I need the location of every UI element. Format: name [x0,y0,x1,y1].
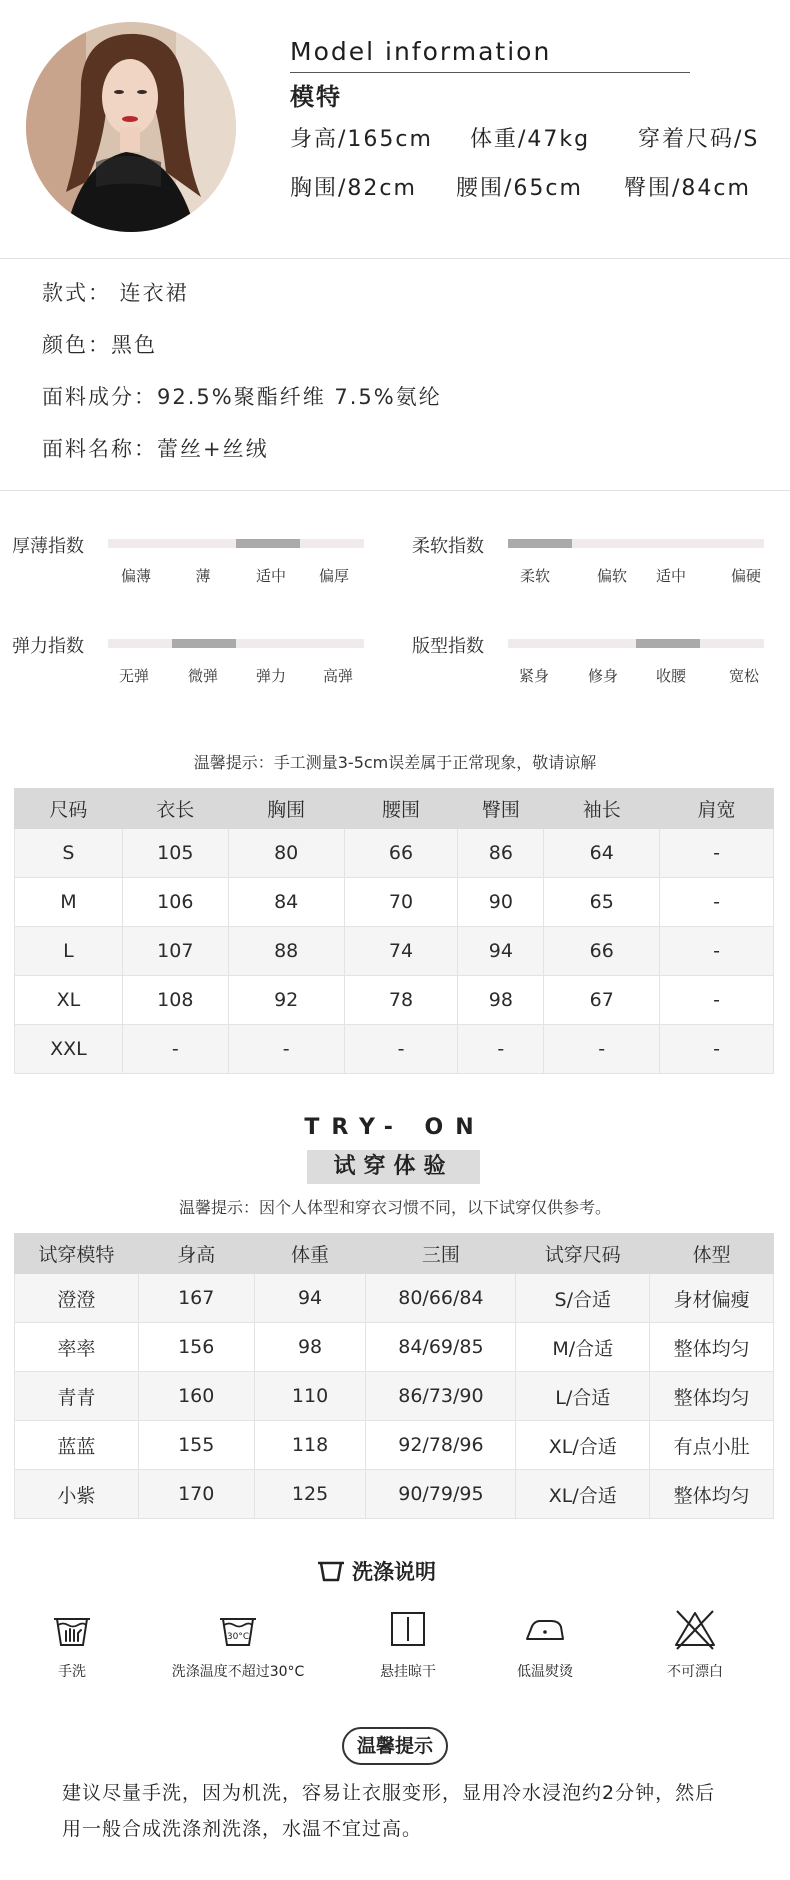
table-cell: 155 [138,1421,254,1470]
table-cell: 156 [138,1323,254,1372]
attr-style: 款式： 连衣裙 [42,281,189,305]
index-tick: 微弹 [187,667,219,685]
wash-label: 不可漂白 [667,1664,723,1680]
table-header-cell: 体重 [254,1234,366,1274]
table-header-cell: 肩宽 [660,789,774,829]
tips-line: 用一般合成洗涤剂洗涤，水温不宜过高。 [62,1818,423,1840]
table-header-cell: 体型 [650,1234,774,1274]
divider [0,490,790,491]
tryon-notice: 温馨提示：因个人体型和穿衣习惯不同，以下试穿仅供参考。 [178,1198,611,1217]
table-header-cell: 臀围 [458,789,544,829]
table-cell: 身材偏瘦 [650,1274,774,1323]
table-cell: 整体均匀 [650,1470,774,1519]
table-header-cell: 三围 [366,1234,516,1274]
table-row [15,1372,774,1421]
table-cell: 108 [122,976,228,1025]
index-bar [108,539,364,548]
model-photo [26,22,236,232]
wash-title [316,1556,436,1586]
index-tick: 弹力 [255,667,287,685]
index-bar-level [636,639,700,648]
attr-fabric-name: 面料名称：蕾丝+丝绒 [42,437,269,461]
table-row [15,878,774,927]
table-header-cell: 试穿模特 [15,1234,139,1274]
table-row [15,1421,774,1470]
index-tick: 紧身 [518,667,550,685]
table-cell: 88 [228,927,344,976]
table-cell: 整体均匀 [650,1323,774,1372]
table-cell: 67 [544,976,660,1025]
index-tick: 偏厚 [318,567,350,585]
index-bar-level [172,639,236,648]
table-cell: 70 [344,878,458,927]
table-cell: 有点小肚 [650,1421,774,1470]
hang-dry-icon [384,1605,432,1653]
divider [0,258,790,259]
table-cell: - [458,1025,544,1074]
table-cell: 整体均匀 [650,1372,774,1421]
index-label: 柔软指数 [412,536,484,557]
table-cell: - [660,878,774,927]
index-tick: 宽松 [728,667,760,685]
model-photo-illustration [26,22,236,232]
table-cell: - [344,1025,458,1074]
table-cell: 65 [544,878,660,927]
table-header-cell: 袖长 [544,789,660,829]
index-label: 厚薄指数 [12,536,84,557]
table-row [15,1274,774,1323]
table-cell: 106 [122,878,228,927]
table-row [15,927,774,976]
table-cell: 蓝蓝 [15,1421,139,1470]
index-tick: 偏薄 [120,567,152,585]
table-cell: 125 [254,1470,366,1519]
table-cell: XL [15,976,123,1025]
table-cell: 90/79/95 [366,1470,516,1519]
table-cell: - [660,927,774,976]
table-cell: M [15,878,123,927]
table-cell: 94 [254,1274,366,1323]
table-header-row [15,789,774,829]
table-cell: 98 [254,1323,366,1372]
index-tick: 偏硬 [730,567,762,585]
wash-label: 低温熨烫 [517,1664,573,1680]
table-cell: 86 [458,829,544,878]
table-row [15,1025,774,1074]
tips-text [62,1775,752,1847]
tryon-title-cn: 试穿体验 [307,1150,480,1184]
table-cell: 澄澄 [15,1274,139,1323]
low-iron-icon [521,1605,569,1653]
model-info-title: Model information [290,37,552,66]
model-weight: 体重/47kg [470,127,591,152]
table-cell: 98 [458,976,544,1025]
table-cell: 170 [138,1470,254,1519]
table-cell: 64 [544,829,660,878]
table-cell: XXL [15,1025,123,1074]
table-header-cell: 胸围 [228,789,344,829]
wash-item-bleach [605,1605,785,1681]
title-underline [290,72,690,73]
table-cell: - [660,976,774,1025]
table-header-cell: 衣长 [122,789,228,829]
wash-basin-icon [316,1559,346,1583]
wash-label: 手洗 [58,1664,86,1680]
table-cell: 78 [344,976,458,1025]
index-bar-level [236,539,300,548]
size-table [14,788,774,1074]
table-cell: XL/合适 [516,1421,650,1470]
table-header-cell: 尺码 [15,789,123,829]
index-tick: 收腰 [655,667,687,685]
wash-label: 洗涤温度不超过30°C [171,1664,305,1680]
index-tick: 偏软 [596,567,628,585]
table-cell: 率率 [15,1323,139,1372]
table-cell: XL/合适 [516,1470,650,1519]
index-bar-level [508,539,572,548]
size-notice: 温馨提示：手工测量3-5cm误差属于正常现象，敬请谅解 [193,753,597,772]
index-tick: 柔软 [519,567,551,585]
table-cell: 66 [544,927,660,976]
model-height: 身高/165cm [290,127,433,152]
table-cell: 小紫 [15,1470,139,1519]
table-cell: - [660,829,774,878]
wash-label: 悬挂晾干 [380,1664,436,1680]
index-label: 弹力指数 [12,636,84,657]
table-cell: 110 [254,1372,366,1421]
wash-temp-icon [214,1605,262,1653]
attr-fabric: 面料成分：92.5%聚酯纤维 7.5%氨纶 [42,385,442,409]
index-bar [508,639,764,648]
table-cell: 105 [122,829,228,878]
table-header-cell: 试穿尺码 [516,1234,650,1274]
table-cell: M/合适 [516,1323,650,1372]
table-cell: 84/69/85 [366,1323,516,1372]
index-tick: 无弹 [118,667,150,685]
index-bar [108,639,364,648]
wash-item-temp [148,1605,328,1681]
attr-color: 颜色：黑色 [42,333,157,357]
index-bar [508,539,764,548]
tryon-title-en: TRY- ON [304,1115,486,1140]
model-hip: 臀围/84cm [624,176,751,201]
table-cell: 160 [138,1372,254,1421]
table-cell: L/合适 [516,1372,650,1421]
model-size: 穿着尺码/S [638,127,760,152]
table-header-cell: 腰围 [344,789,458,829]
table-cell: 92 [228,976,344,1025]
model-bust: 胸围/82cm [290,176,417,201]
table-cell: - [122,1025,228,1074]
tips-title: 温馨提示 [342,1727,448,1765]
model-label: 模特 [290,83,342,111]
table-cell: 118 [254,1421,366,1470]
table-cell: 167 [138,1274,254,1323]
index-label: 版型指数 [412,636,484,657]
wash-temp-text: 30°C [226,1632,250,1642]
table-cell: 74 [344,927,458,976]
table-row [15,1470,774,1519]
table-cell: 86/73/90 [366,1372,516,1421]
table-cell: S/合适 [516,1274,650,1323]
table-cell: 92/78/96 [366,1421,516,1470]
table-row [15,976,774,1025]
table-cell: 80/66/84 [366,1274,516,1323]
table-cell: 90 [458,878,544,927]
table-cell: - [228,1025,344,1074]
table-cell: 84 [228,878,344,927]
hand-wash-icon [48,1605,96,1653]
index-tick: 高弹 [322,667,354,685]
table-cell: 94 [458,927,544,976]
tips-line: 建议尽量手洗，因为机洗，容易让衣服变形，显用冷水浸泡约2分钟，然后 [62,1782,716,1804]
table-cell: S [15,829,123,878]
index-tick: 修身 [587,667,619,685]
table-cell: 青青 [15,1372,139,1421]
table-row [15,1323,774,1372]
index-tick: 适中 [255,567,287,585]
table-cell: L [15,927,123,976]
tryon-table [14,1233,774,1519]
no-bleach-icon [671,1605,719,1653]
table-cell: - [660,1025,774,1074]
index-tick: 适中 [655,567,687,585]
table-header-cell: 身高 [138,1234,254,1274]
model-waist: 腰围/65cm [456,176,583,201]
table-header-row [15,1234,774,1274]
table-cell: 107 [122,927,228,976]
wash-item-hand [0,1605,162,1681]
table-cell: 66 [344,829,458,878]
table-cell: - [544,1025,660,1074]
index-tick: 薄 [195,567,211,585]
model-info-section [0,0,790,260]
wash-title-text: 洗涤说明 [352,1560,436,1584]
table-cell: 80 [228,829,344,878]
table-row [15,829,774,878]
